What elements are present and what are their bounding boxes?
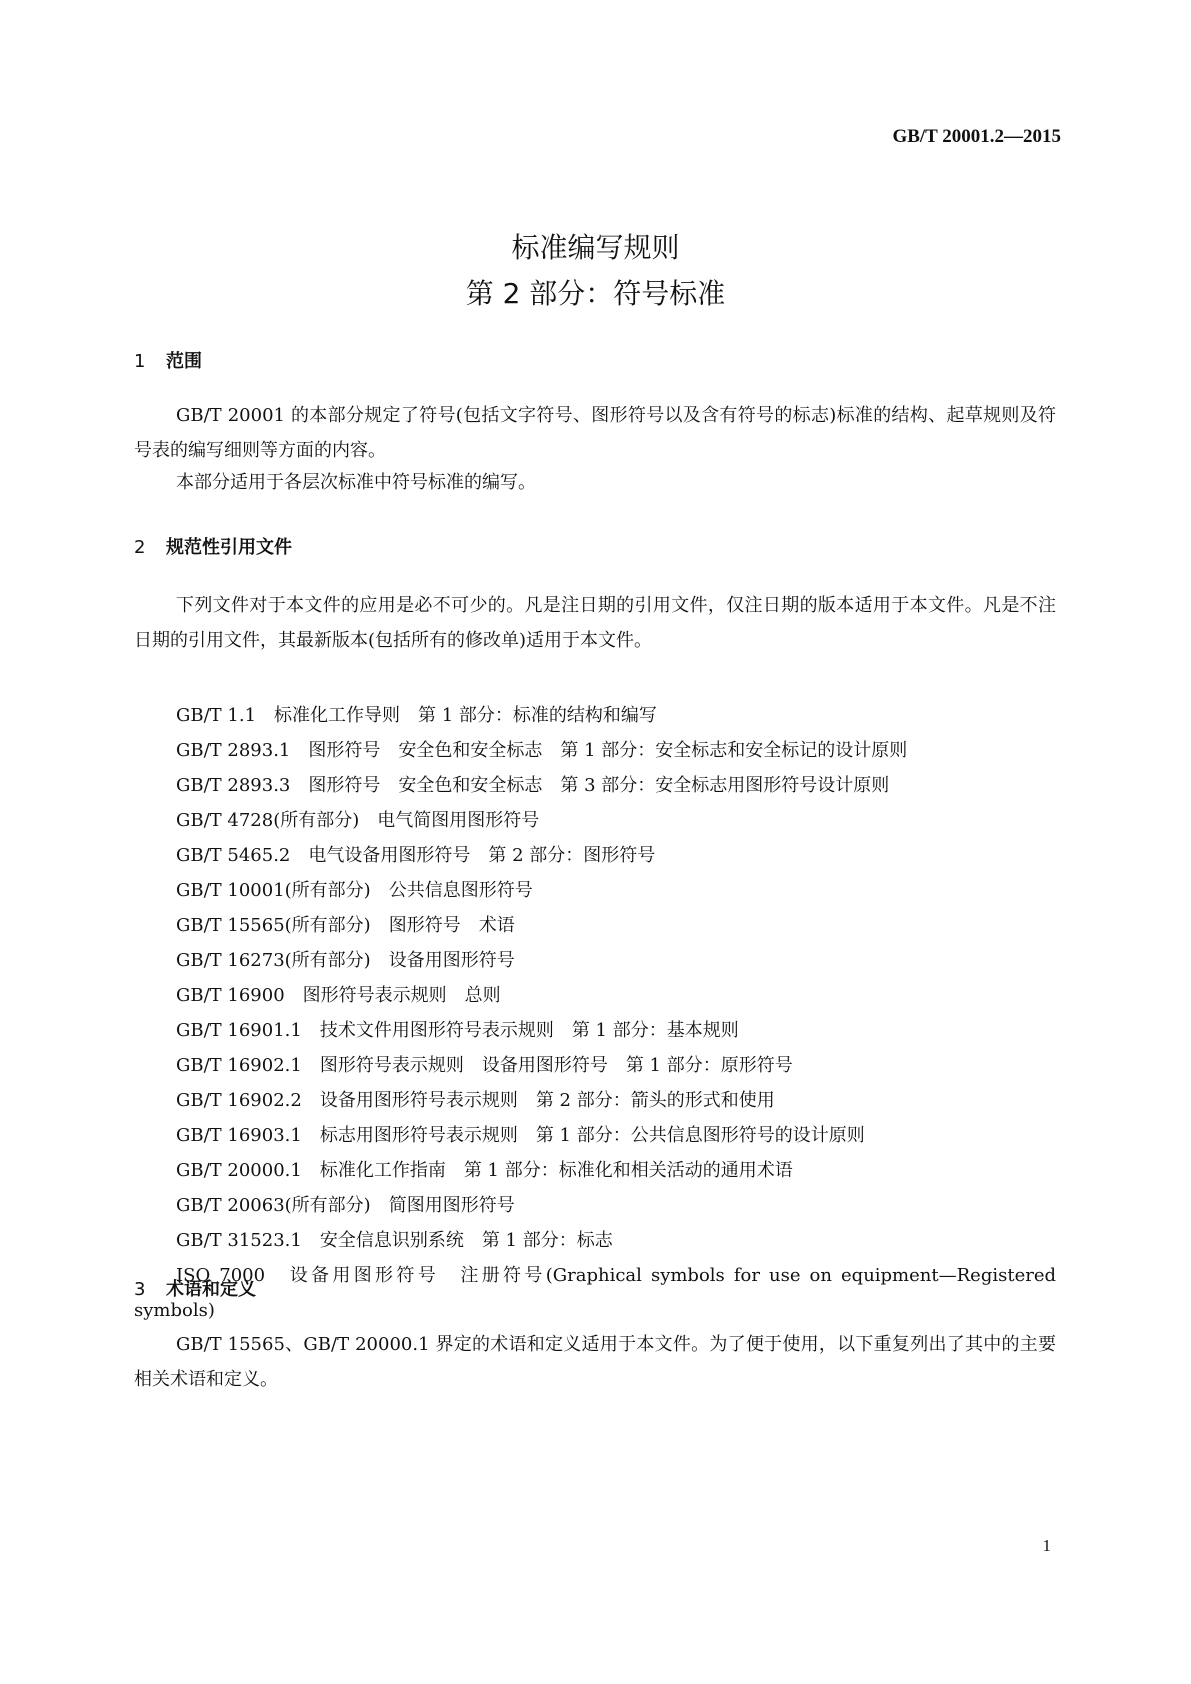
reference-item: ISO 7000 设备用图形符号 注册符号(Graphical symbols for use on equipment—Registered symbols) <box>134 1265 1056 1321</box>
section-2-heading <box>134 533 292 559</box>
reference-item: GB/T 16901.1 技术文件用图形符号表示规则 第 1 部分：基本规则 <box>176 1020 739 1041</box>
standard-code: GB/T 20001.2—2015 <box>892 126 1061 147</box>
reference-item: GB/T 15565(所有部分) 图形符号 术语 <box>176 915 515 936</box>
section-1-paragraph-2: 本部分适用于各层次标准中符号标准的编写。 <box>176 472 536 493</box>
section-2-number: 2 <box>134 537 146 558</box>
section-3-number: 3 <box>134 1279 146 1300</box>
section-1-number: 1 <box>134 351 146 372</box>
reference-item: GB/T 16903.1 标志用图形符号表示规则 第 1 部分：公共信息图形符号的设计原则 <box>176 1125 865 1146</box>
section-2-intro: 下列文件对于本文件的应用是必不可少的。凡是注日期的引用文件，仅注日期的版本适用于本文件。凡是不注日期的引用文件，其最新版本(包括所有的修改单)适用于本文件。 <box>134 595 1056 651</box>
section-3-heading <box>134 1275 256 1301</box>
reference-item: GB/T 20000.1 标准化工作指南 第 1 部分：标准化和相关活动的通用术语 <box>176 1160 793 1181</box>
reference-item: GB/T 5465.2 电气设备用图形符号 第 2 部分：图形符号 <box>176 845 656 866</box>
section-2-title: 规范性引用文件 <box>166 537 292 558</box>
page-number: 1 <box>1042 1536 1051 1555</box>
reference-item: GB/T 2893.3 图形符号 安全色和安全标志 第 3 部分：安全标志用图形符号设计原则 <box>176 775 890 796</box>
reference-item: GB/T 20063(所有部分) 简图用图形符号 <box>176 1195 515 1216</box>
reference-item: GB/T 2893.1 图形符号 安全色和安全标志 第 1 部分：安全标志和安全标记的设计原则 <box>176 740 908 761</box>
section-3-paragraph: GB/T 15565、GB/T 20000.1 界定的术语和定义适用于本文件。为了便于使用，以下重复列出了其中的主要相关术语和定义。 <box>134 1334 1056 1390</box>
reference-item: GB/T 31523.1 安全信息识别系统 第 1 部分：标志 <box>176 1230 613 1251</box>
reference-item: GB/T 16902.2 设备用图形符号表示规则 第 2 部分：箭头的形式和使用 <box>176 1090 775 1111</box>
normative-reference-list <box>134 698 1056 1328</box>
reference-item: GB/T 1.1 标准化工作导则 第 1 部分：标准的结构和编写 <box>176 705 657 726</box>
section-3-title: 术语和定义 <box>166 1279 256 1300</box>
section-1-paragraph-1: GB/T 20001 的本部分规定了符号(包括文字符号、图形符号以及含有符号的标志)标准的结构、起草规则及符号表的编写细则等方面的内容。 <box>134 405 1056 461</box>
reference-item: GB/T 16902.1 图形符号表示规则 设备用图形符号 第 1 部分：原形符号 <box>176 1055 793 1076</box>
document-title-line2: 第 2 部分：符号标准 <box>465 277 726 310</box>
reference-item: GB/T 4728(所有部分) 电气简图用图形符号 <box>176 810 540 831</box>
reference-item: GB/T 16900 图形符号表示规则 总则 <box>176 985 501 1006</box>
section-1-title: 范围 <box>166 351 202 372</box>
section-1-heading <box>134 347 202 373</box>
reference-item: GB/T 16273(所有部分) 设备用图形符号 <box>176 950 515 971</box>
reference-item: GB/T 10001(所有部分) 公共信息图形符号 <box>176 880 533 901</box>
document-title-line1: 标准编写规则 <box>511 231 680 264</box>
